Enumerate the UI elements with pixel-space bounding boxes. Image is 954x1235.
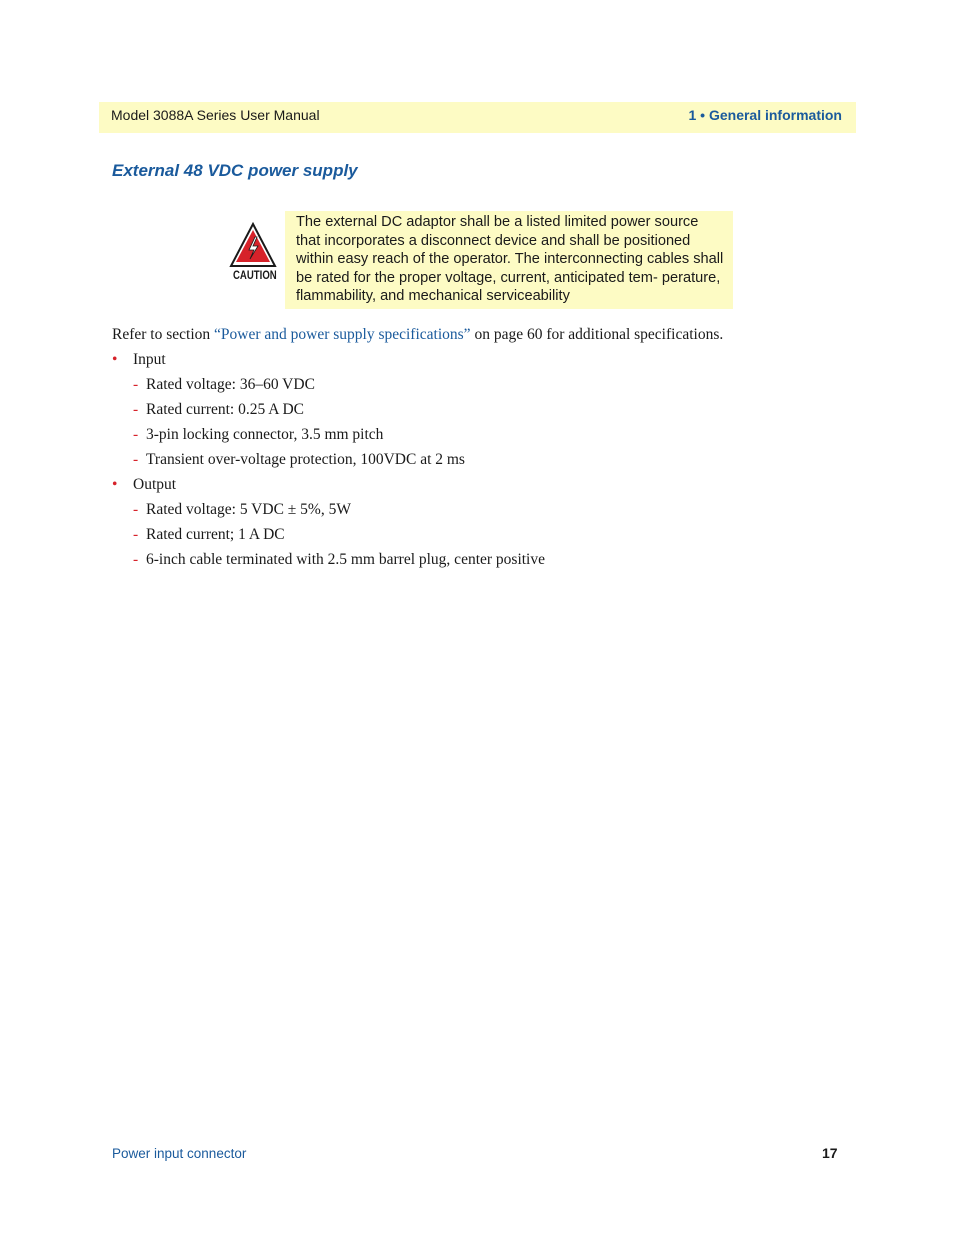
caution-label: CAUTION xyxy=(233,268,277,282)
caution-icon xyxy=(228,222,278,288)
sub-item-text: 6-inch cable terminated with 2.5 mm barrel plug, center positive xyxy=(146,551,545,568)
dash-icon: - xyxy=(133,501,139,518)
refer-text-after: on page 60 for additional specifications. xyxy=(470,326,724,343)
sub-item-text: Rated current; 1 A DC xyxy=(146,526,285,543)
section-title: External 48 VDC power supply xyxy=(112,161,358,180)
caution-text: The external DC adaptor shall be a listed limited power source that incorporates a disconnect device and shall be positioned within easy reach of the operator. The interconnecting cables shall be rated for the proper voltage, current, anticipated tem- perature, flammability, and mechanical serviceability xyxy=(296,214,724,305)
dash-icon: - xyxy=(133,451,139,468)
dash-icon: - xyxy=(133,426,139,443)
caution-box xyxy=(285,211,733,309)
dash-icon: - xyxy=(133,401,139,418)
list-item-label: Output xyxy=(133,476,177,493)
footer-section-name: Power input connector xyxy=(112,1146,247,1161)
running-header xyxy=(99,102,856,133)
dash-icon: - xyxy=(133,551,139,568)
sub-item-text: Rated current: 0.25 A DC xyxy=(146,401,304,418)
manual-title: Model 3088A Series User Manual xyxy=(111,107,320,123)
bullet-icon: • xyxy=(112,351,118,368)
chapter-title: 1 • General information xyxy=(688,107,842,123)
caution-lightning-triangle-icon xyxy=(228,222,278,268)
sub-item-text: 3-pin locking connector, 3.5 mm pitch xyxy=(146,426,384,443)
list-item-label: Input xyxy=(133,351,166,368)
refer-paragraph xyxy=(112,326,723,344)
sub-item-text: Transient over-voltage protection, 100VDC at 2 ms xyxy=(146,451,465,468)
spec-section-link[interactable]: “Power and power supply specifications” xyxy=(214,326,471,343)
page-number: 17 xyxy=(822,1145,838,1161)
sub-item-text: Rated voltage: 5 VDC ± 5%, 5W xyxy=(146,501,351,518)
refer-text-before: Refer to section xyxy=(112,326,215,343)
sub-item-text: Rated voltage: 36–60 VDC xyxy=(146,376,315,393)
dash-icon: - xyxy=(133,526,139,543)
dash-icon: - xyxy=(133,376,139,393)
bullet-icon: • xyxy=(112,476,118,493)
